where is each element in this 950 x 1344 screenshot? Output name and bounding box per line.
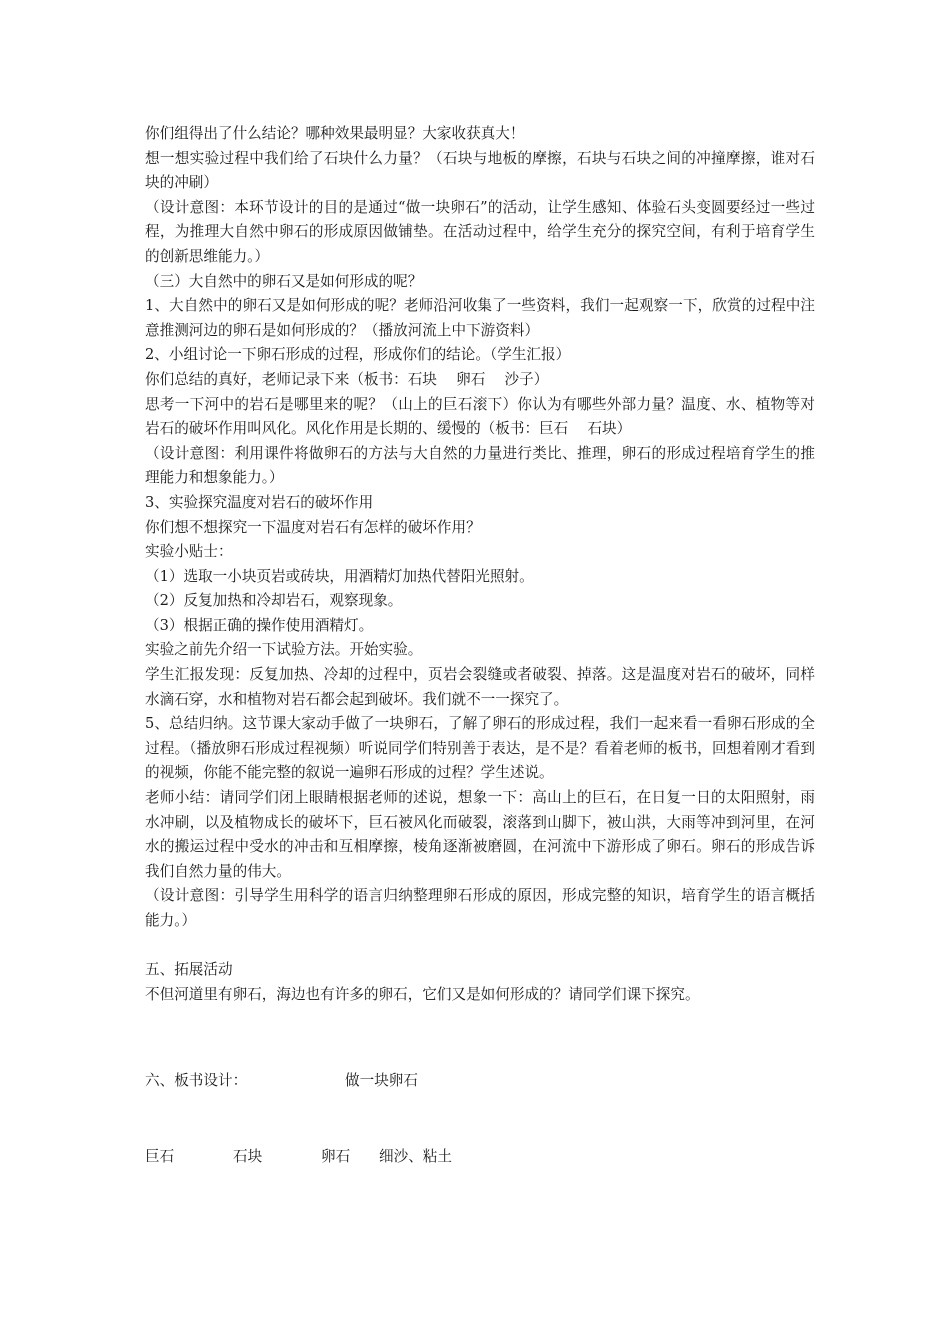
paragraph: 你们总结的真好，老师记录下来（板书：石块 卵石 沙子） xyxy=(145,370,549,388)
paragraph: 想一想实验过程中我们给了石块什么力量？（石块与地板的摩擦，石块与石块之间的冲撞摩擦，谁对石块的冲刷） xyxy=(145,149,815,192)
paragraph: 你们想不想探究一下温度对岩石有怎样的破坏作用？ xyxy=(145,518,481,536)
paragraph: （设计意图：利用课件将做卵石的方法与大自然的力量进行类比、推理，卵石的形成过程培育学生的推理能力和想象能力。） xyxy=(145,444,815,487)
paragraph: 学生汇报发现：反复加热、冷却的过程中，页岩会裂缝或者破裂、掉落。这是温度对岩石的破坏，同样水滴石穿，水和植物对岩石都会起到破坏。我们就不一一探究了。 xyxy=(145,666,815,708)
board-item: 石块 xyxy=(233,1148,263,1165)
paragraph: 你们组得出了什么结论？哪种效果最明显？大家收获真大！ xyxy=(145,125,525,142)
paragraph: （3）根据正确的操作使用酒精灯。 xyxy=(145,616,374,634)
paragraph: 实验小贴士： xyxy=(145,543,233,561)
board-item: 细沙、粘土 xyxy=(379,1148,452,1165)
board-design-row xyxy=(145,1069,815,1094)
paragraph: 2、小组讨论一下卵石形成的过程，形成你们的结论。（学生汇报） xyxy=(145,346,571,364)
paragraph: （1）选取一小块页岩或砖块，用酒精灯加热代替阳光照射。 xyxy=(145,567,534,585)
paragraph: 1、大自然中的卵石又是如何形成的呢？老师沿河收集了一些资料，我们一起观察一下，欣赏的过程中注意推测河边的卵石是如何形成的？（播放河流上中下游资料） xyxy=(145,297,815,339)
blank-line xyxy=(145,934,815,959)
board-item: 卵石 xyxy=(321,1148,351,1165)
paragraph: （设计意图：本环节设计的目的是通过“做一块卵石”的活动，让学生感知、体验石头变圆要经过一些过程，为推理大自然中卵石的形成原因做铺垫。在活动过程中，给学生充分的探究空间，有利于培育学生的创新思维能力。） xyxy=(145,198,815,265)
paragraph: 5、总结归纳。这节课大家动手做了一块卵石，了解了卵石的形成过程，我们一起来看一看卵石形成的全过程。（播放卵石形成过程视频）听说同学们特别善于表达，是不是？看着老师的板书，回想着刚才看到的视频，你能不能完整的叙说一遍卵石形成的过程？学生述说。 xyxy=(145,715,815,782)
paragraph: 老师小结：请同学们闭上眼睛根据老师的述说，想象一下：高山上的巨石，在日复一日的太阳照射，雨水冲刷，以及植物成长的破坏下，巨石被风化而破裂，滚落到山脚下，被山洪，大雨等冲到河里，在河水的搬运过程中受水的冲击和互相摩擦，棱角逐渐被磨圆，在河流中下游形成了卵石。卵石的形成告诉我们自然力量的伟大。 xyxy=(145,789,815,880)
paragraph: 实验之前先介绍一下试验方法。开始实验。 xyxy=(145,641,423,659)
section-heading: 五、拓展活动 xyxy=(145,961,233,979)
section-heading: 六、板书设计： xyxy=(145,1072,248,1089)
board-item: 巨石 xyxy=(145,1148,175,1165)
paragraph: （三）大自然中的卵石又是如何形成的呢？ xyxy=(145,272,423,290)
paragraph: 思考一下河中的岩石是哪里来的呢？（山上的巨石滚下）你认为有哪些外部力量？温度、水、植物等对岩石的破坏作用叫风化。风化作用是长期的、缓慢的（板书：巨石 石块） xyxy=(145,395,815,438)
paragraph: （2）反复加热和冷却岩石，观察现象。 xyxy=(145,592,403,610)
document-body xyxy=(145,122,815,1032)
board-title: 做一块卵石 xyxy=(345,1072,418,1089)
blank-line xyxy=(145,1007,815,1032)
board-items-row xyxy=(145,1145,815,1170)
paragraph: （设计意图：引导学生用科学的语言归纳整理卵石形成的原因，形成完整的知识，培育学生的语言概括能力。） xyxy=(145,887,815,929)
paragraph: 不但河道里有卵石，海边也有许多的卵石，它们又是如何形成的？请同学们课下探究。 xyxy=(145,985,700,1003)
paragraph: 3、实验探究温度对岩石的破坏作用 xyxy=(145,493,374,511)
